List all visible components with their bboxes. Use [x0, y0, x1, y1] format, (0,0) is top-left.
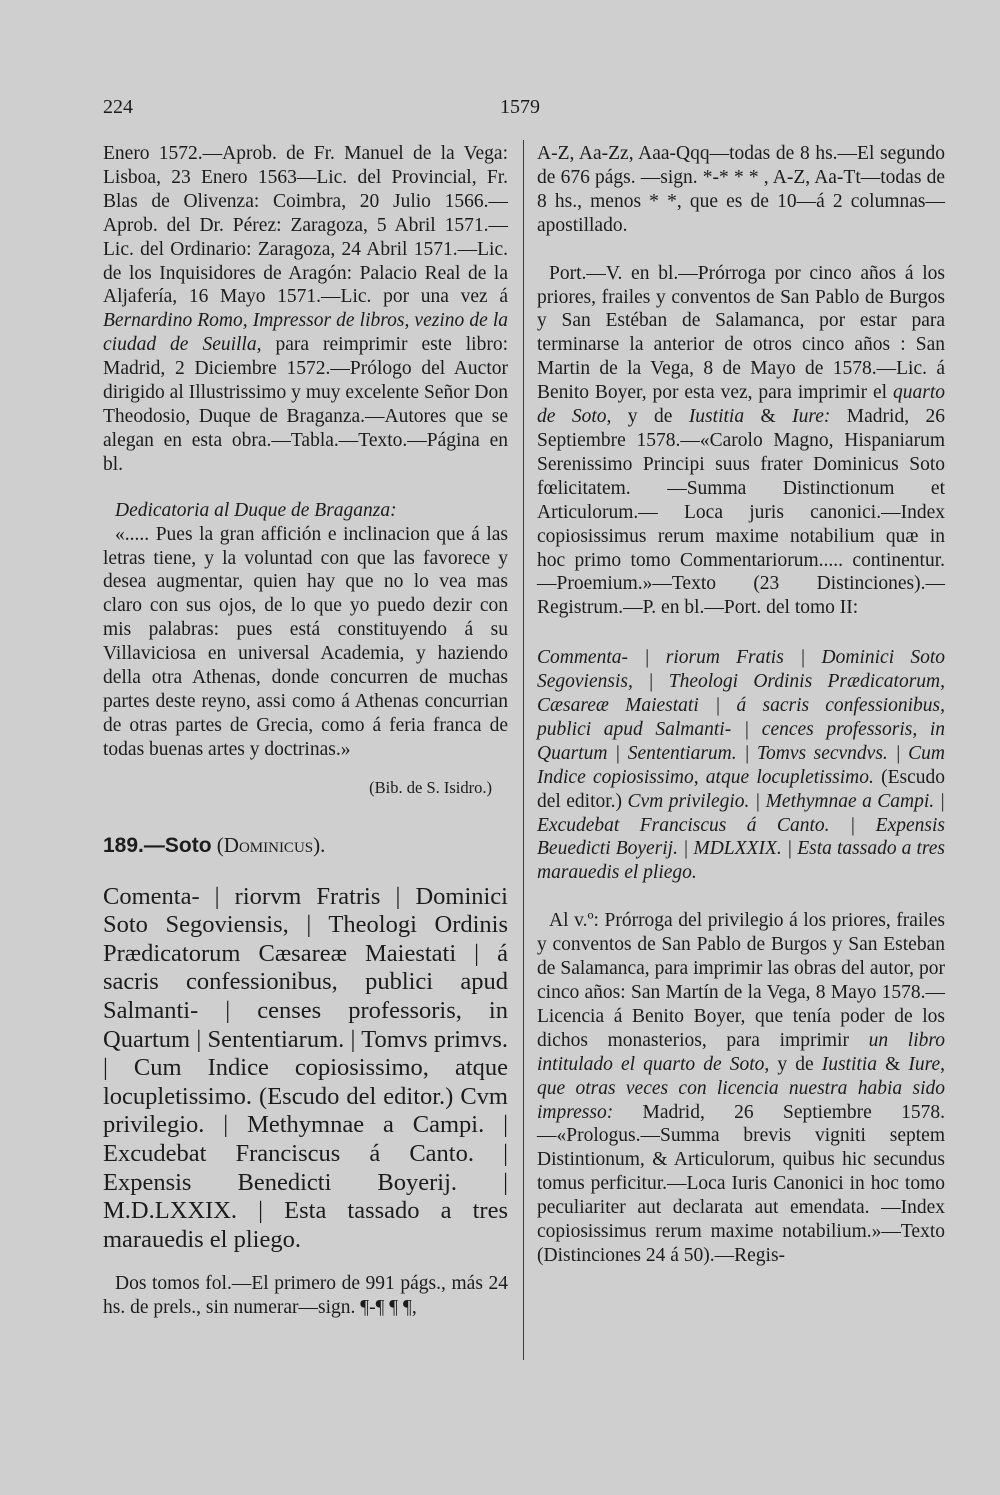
dedication-title-text: Dedicatoria al Duque de Braganza:	[115, 499, 397, 521]
verso-paragraph	[537, 909, 945, 1268]
right-column	[537, 142, 945, 1268]
license-text-end: , para reimprimir este libro: Madrid, 2 Diciembre 1572.—Prólogo del Auctor dirigido al Illustrissimo y muy excelente Señor Don Theodosio, Duque de Braganza.—Autores que se alegan en esta obra.—Tabla.—Texto.—Página en bl.	[103, 334, 509, 475]
verso-text-end: Madrid, 26 Septiembre 1578.—«Prologus.—Summa brevis vigniti septem Distintionum, & Articulorum, quibus hic secundus tomus perficitur.—Loca Iuris Canonici in hoc tomo peculiariter aut declarata aut emendata. —Index copiosissimus rerum maxime notabilium.»—Texto (Distinciones 24 á 50).—Regis-	[537, 1101, 945, 1266]
left-column	[103, 142, 508, 1320]
italic-title: Iustitia	[688, 406, 745, 428]
verso-text: , y de	[764, 1053, 822, 1075]
dedication-title	[103, 499, 508, 523]
italic-title: un libro intitulado el quarto de Soto	[537, 1029, 946, 1075]
spacer	[103, 800, 508, 830]
italic-title: quarto de Soto	[537, 382, 945, 428]
page-number: 224	[103, 96, 133, 118]
contents-text: Port.—V. en bl.—Prórroga por cinco años á los priores, frailes y conventos de San Pablo de Burgos y San Estéban de Salamanca, por estar para terminarse la anterior de otros cinco años : San Martin de la Vega, 8 de Mayo de 1578.—Lic. á Benito Boyer, por esta vez, para imprimir el	[537, 262, 945, 404]
entry-author: (Dominicus).	[216, 832, 326, 857]
contents-text: &	[744, 406, 793, 428]
italic-quote: que otras veces con licencia nuestra habia sido impresso:	[537, 1077, 945, 1123]
italic-title: Iure:	[792, 406, 831, 428]
italic-title: Iure	[908, 1053, 941, 1075]
verso-text: Al v.º: Prórroga del privilegio á los priores, frailes y conventos de San Pablo de Burgos y San Esteban de Salamanca, para imprimir las obras del autor, por cinco años: San Martín de la Vega, 8 Mayo 1578.—Licencia á Benito Boyer, que tenía poder de los dichos monasterios, para imprimir	[537, 910, 945, 1051]
dedication-text: «..... Pues la gran affición e inclinacion que á las letras tiene, y la voluntad con que las favorece y desea augmentar, quien hay que no lo vea mas claro con sus ojos, de lo que yo puedo dezir con mis palabras: pues está constituyendo á su Villaviciosa en universal Academia, y haziendo della otra Athenas, donde concurren de muchas partes deste reyno, assi como á Athenas concurrian de otras partes de Grecia, como á feria franca de todas buenas artes y doctrinas.»	[103, 523, 508, 760]
spacer	[537, 238, 945, 262]
volume-two-title	[537, 646, 945, 885]
column-divider	[523, 140, 524, 1360]
volume-two-imprint: Cvm privilegio. | Methymnae a Campi. | Excudebat Franciscus á Canto. | Expensis Beuedicti Boyerij. | MDLXXIX. | Esta tassado a tres marauedis el pliego.	[537, 790, 945, 884]
contents-text: , y de	[606, 406, 689, 428]
printer-name: Bernardino Romo, Impressor de libros, vezino de la ciudad de Seuilla	[103, 310, 508, 356]
italic-title: Iustitia	[821, 1053, 877, 1075]
contents-text: Madrid, 26 Septiembre 1578.—«Carolo Magno, Hispaniarum Serenissimo Principi suus frater Dominicus Soto fœlicitatem. —Summa Distinctionum et Articulorum.— Loca juris canonici.—Index copiosissimus rerum maxime notabilium quæ in hoc primo tomo Commentariorum..... continentur.—Proemium.»—Texto (23 Distinciones).—Registrum.—P. en bl.—Port. del tomo II:	[537, 406, 946, 619]
verso-text: &	[876, 1053, 909, 1075]
spacer	[537, 620, 945, 646]
spacer	[103, 477, 508, 499]
library-source: (Bib. de S. Isidro.)	[369, 777, 492, 797]
book-title: Comenta- | riorvm Fratris | Dominici Soto Segoviensis, | Theologi Ordinis Prædicatorum Cæsareæ Maiestati | á sacris confessionibus, publici apud Salmanti- | censes professoris, in Quartum | Sententiarum. | Tomvs primvs. | Cum Indice copiosissimo, atque locupletissimo. (Escudo del editor.) Cvm privilegio. | Methymnae a Campi. | Excudebat Franciscus á Canto. | Expensis Benedicti Boyerij. | M.D.LXXIX. | Esta tassado a tres marauedis el pliego.	[103, 882, 508, 1253]
spacer	[103, 1254, 508, 1272]
entry-heading	[103, 830, 508, 861]
editor-shield-note: (Escudo del editor.)	[537, 766, 945, 812]
entry-number: 189.—Soto	[103, 833, 212, 857]
spacer	[537, 885, 945, 909]
page-header	[0, 96, 1000, 126]
signatures-paragraph: A-Z, Aa-Zz, Aaa-Qqq—todas de 8 hs.—El segundo de 676 págs. —sign. *-* * * , A-Z, Aa-Tt—todas de 8 hs., menos * *, que es de 10—á 2 columnas—apostillado.	[537, 143, 945, 236]
volume-two-title-text: Commenta- | riorum Fratis | Dominici Soto Segoviensis, | Theologi Ordinis Prædicatorum, Cæsareæ Maiestati | á sacris confessionibus, publici apud Salmanti- | cences professoris, in Quartum | Sententiarum. | Tomvs secvndvs. | Cum Indice copiosissimo, atque locupletissimo.	[537, 647, 945, 788]
license-paragraph	[103, 142, 508, 477]
physical-description: Dos tomos fol.—El primero de 991 págs., más 24 hs. de prels., sin numerar—sign. ¶-¶ ¶ ¶,	[103, 1273, 508, 1319]
verso-text: ,	[940, 1053, 945, 1075]
spacer	[103, 861, 508, 883]
license-text: Enero 1572.—Aprob. de Fr. Manuel de la Vega: Lisboa, 23 Enero 1563—Lic. del Provincial, Fr. Blas de Olivenza: Coimbra, 20 Julio 1566.—Aprob. del Dr. Pérez: Zaragoza, 5 Abril 1571.—Lic. del Ordinario: Zaragoza, 24 Abril 1571.—Lic. de los Inquisidores de Aragón: Palacio Real de la Aljafería, 16 Mayo 1571.—Lic. por una vez á	[103, 143, 508, 308]
contents-paragraph	[537, 262, 945, 621]
running-year: 1579	[500, 96, 540, 118]
spacer	[103, 762, 508, 776]
